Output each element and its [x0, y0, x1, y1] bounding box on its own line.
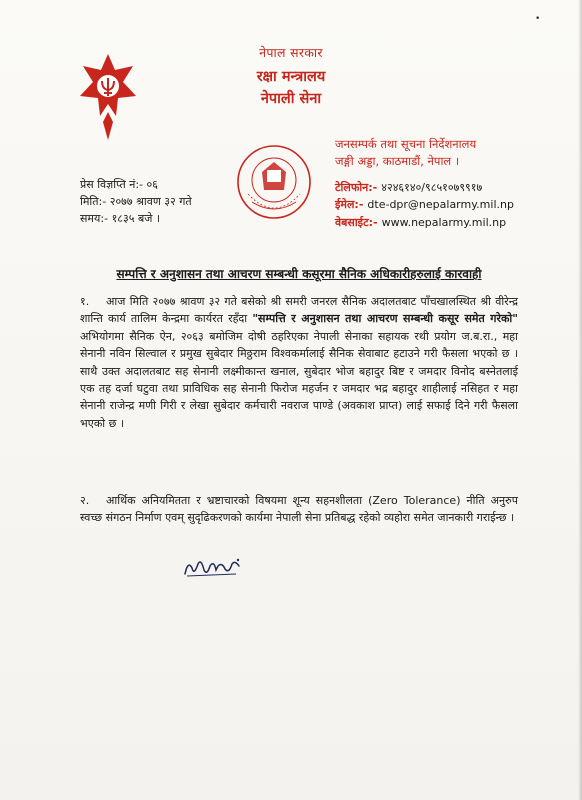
corner-mark: • — [535, 14, 541, 24]
phone-value: ४२४६१४०/९८५१०७९९१७ — [381, 181, 483, 194]
army-heading: नेपाली सेना — [260, 91, 322, 107]
email-value[interactable]: dte-dpr@nepalarmy.mil.np — [367, 198, 514, 211]
handwritten-signature — [182, 554, 244, 580]
paragraph-1-bold-charge: "सम्पत्ति र अनुशासन तथा आचरण सम्बन्धी कसूर समेत गरेको" — [252, 312, 518, 326]
paragraph-2 — [80, 492, 518, 527]
paragraph-1-text-a: आज मिति २०७७ श्रावण ३२ गते बसेको श्री समरी जनरल सैनिक अदालतबाट पाँचखालस्थित श्री वीरेन्द्र शान्ति कार्य तालिम केन्द्रमा कार्यरत रहँदा — [80, 295, 518, 326]
contact-website — [335, 215, 506, 230]
phone-label: टेलिफोन:- — [335, 181, 378, 194]
paragraph-2-text: आर्थिक अनियमितता र भ्रष्टाचारको विषयमा शून्य सहनशीलता (Zero Tolerance) नीति अनुरुप स्वच्छ संगठन निर्माण एवम् सुदृढिकरणको कार्यमा नेपाली सेना प्रतिबद्ध रहेको व्यहोरा समेत जानकारी गराईन्छ । — [80, 494, 518, 525]
paragraph-2-number: २. — [80, 494, 90, 507]
subject-heading: सम्पत्ति र अनुशासन तथा आचरण सम्बन्धी कसूरमा सैनिक अधिकारीहरुलाई कारवाही — [116, 267, 482, 281]
directorate-address: जङ्गी अड्डा, काठमाडौं, नेपाल । — [335, 154, 460, 168]
website-value[interactable]: www.nepalarmy.mil.np — [381, 216, 507, 229]
page-edge-shadow — [578, 0, 582, 800]
paragraph-1 — [80, 293, 518, 432]
ministry-heading: रक्षा मन्त्रालय — [256, 69, 326, 85]
paragraph-1-text-b: अभियोगमा सैनिक ऐन, २०६३ बमोजिम दोषी ठहरिएका नेपाली सेनाका सहायक रथी प्रयोग ज.ब.रा., महा सेनानी नविन सिल्वाल र प्रमुख सुबेदार मिठ्ठराम विश्वकर्मालाई सैनिक सेवाबाट हटाउने गरी फैसला भएको छ । साथै उक्त अदालतबाट सह सेनानी लक्ष्मीकान्त खनाल, सुबेदार भोज बहादुर बिष्ट र जमदार विनोद बस्नेतलाई एक तह दर्जा घटुवा तथा प्राविधिक सह सेनानी फिरोज महर्जन र जमदार भद्र बहादुर शाहीलाई नसिहत र महा सेनानी राजेन्द्र मणी गिरी र लेखा सुबेदार कर्मचारी नवराज पाण्डे (अवकाश प्राप्त) लाई सफाई दिने गरी फैसला भएको छ । — [80, 329, 518, 430]
government-heading: नेपाल सरकार — [259, 45, 323, 60]
contact-email — [335, 197, 514, 212]
paragraph-1-number: १. — [80, 295, 90, 308]
press-release-time: समय:- १८३५ बजे । — [80, 212, 161, 225]
press-release-date: मिति:- २०७७ श्रावण ३२ गते — [80, 195, 192, 208]
contact-phone — [335, 180, 482, 195]
directorate-seal-icon — [234, 142, 314, 222]
directorate-name: जनसम्पर्क तथा सूचना निर्देशनालय — [335, 137, 477, 151]
website-label: वेबसाईट:- — [335, 216, 378, 229]
email-label: ईमेल:- — [335, 198, 364, 211]
press-release-number: प्रेस विज्ञप्ति नं:- ०६ — [80, 178, 158, 191]
